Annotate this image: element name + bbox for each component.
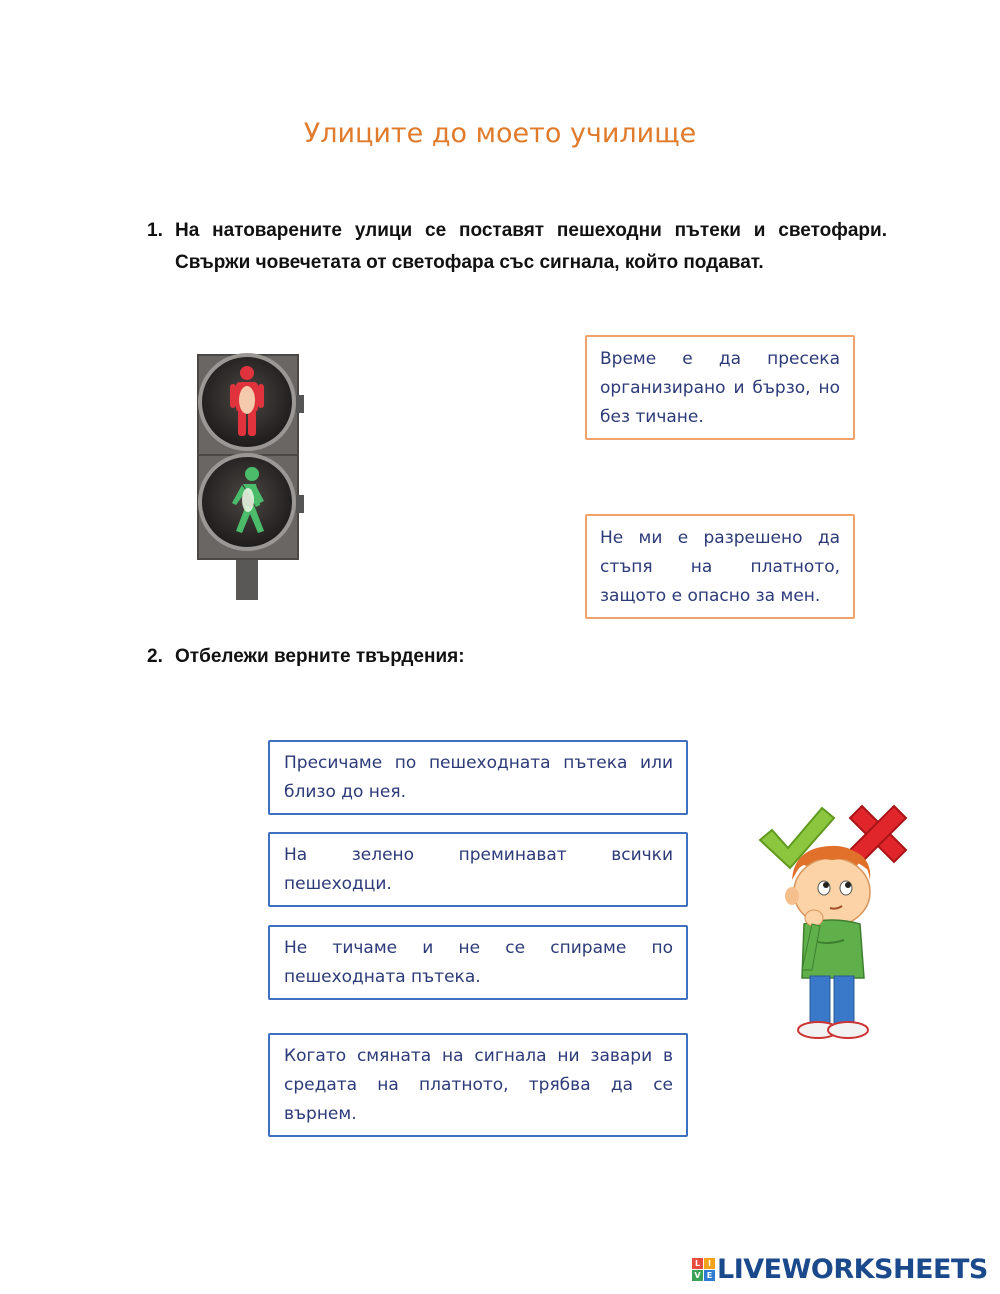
- boy-thinking-icon: [752, 800, 912, 1045]
- question-text-line: Свържи човечетата от светофара със сигнала, който подават.: [175, 252, 764, 273]
- question-number: 2.: [147, 646, 163, 667]
- signal-box-1[interactable]: [585, 335, 855, 440]
- question-text-line: Отбележи верните твърдения:: [175, 646, 465, 667]
- signal-text-line: Не ми е разрешено да: [600, 528, 840, 548]
- statement-text-line: близо до нея.: [284, 782, 407, 802]
- statement-text-line: средата на платното, трябва да се върнем.: [284, 1075, 673, 1124]
- statement-text-line: пешеходци.: [284, 874, 392, 894]
- logo-text: LIVEWORKSHEETS: [717, 1253, 988, 1285]
- statement-box-4[interactable]: [268, 1033, 688, 1137]
- logo-tile: V: [692, 1270, 703, 1281]
- question-number: 1.: [147, 220, 163, 241]
- signal-text-line: стъпя на платното,: [600, 557, 840, 577]
- statement-box-1[interactable]: [268, 740, 688, 815]
- signal-box-2[interactable]: [585, 514, 855, 619]
- statement-text-line: Пресичаме по пешеходната пътека или: [284, 753, 673, 773]
- logo-tiles: [692, 1258, 715, 1281]
- signal-text-line: без тичане.: [600, 407, 704, 427]
- question-text-line: На натоварените улици се поставят пешеходни пътеки и светофари.: [175, 220, 887, 241]
- statement-text-line: На зелено преминават всички: [284, 845, 673, 865]
- logo-tile: L: [692, 1258, 703, 1269]
- logo-tile: I: [704, 1258, 715, 1269]
- liveworksheets-logo: [692, 1252, 988, 1286]
- question-1: [147, 215, 887, 279]
- statement-box-2[interactable]: [268, 832, 688, 907]
- statement-box-3[interactable]: [268, 925, 688, 1000]
- signal-text-line: защото е опасно за мен.: [600, 586, 821, 606]
- signal-text-line: организирано и бързо, но: [600, 378, 840, 398]
- statement-text-line: Когато смяната на сигнала ни завари в: [284, 1046, 673, 1066]
- logo-tile: E: [704, 1270, 715, 1281]
- question-2: [147, 641, 887, 673]
- traffic-light-icon: [190, 345, 310, 600]
- statement-text-line: пешеходната пътека.: [284, 967, 481, 987]
- signal-text-line: Време е да пресека: [600, 349, 840, 369]
- page-title: Улиците до моето училище: [303, 118, 697, 149]
- statement-text-line: Не тичаме и не се спираме по: [284, 938, 673, 958]
